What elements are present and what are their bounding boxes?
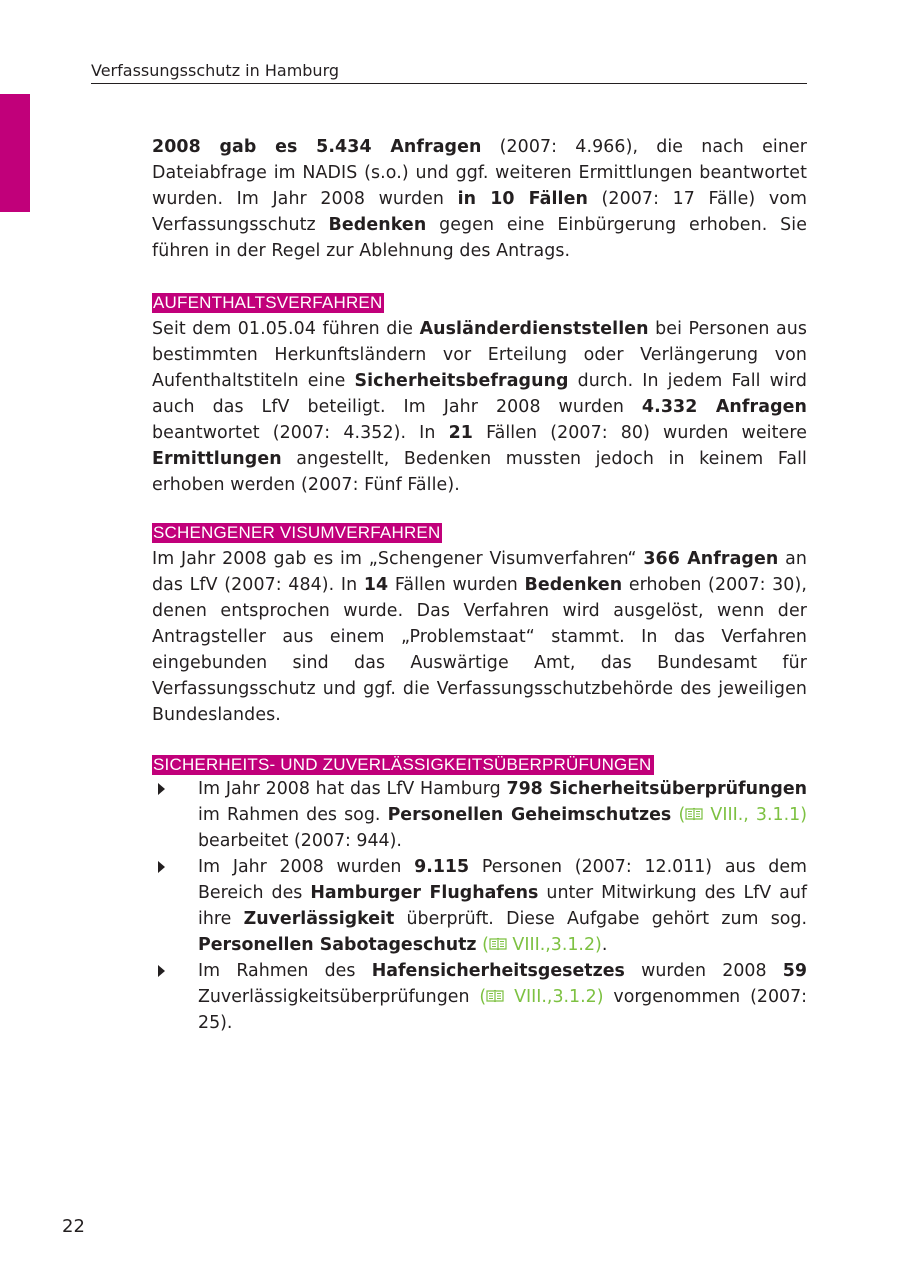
intro-text-2: (2007: 17 Fälle) vom Verfassungsschutz [152, 189, 808, 235]
aufenthalt-text-4: beantwortet (2007: 4.352). In [152, 423, 449, 443]
schengen-bold-3: Bedenken [524, 575, 623, 595]
schengen-bold-2: 14 [363, 575, 389, 595]
book-icon [486, 989, 504, 1003]
item-bold: Personellen Geheimschutzes [387, 805, 672, 825]
item-text: . [601, 935, 608, 955]
item-text: bearbeitet (2007: 944). [198, 831, 402, 851]
section-heading-sicherheit: SICHERHEITS- UND ZUVERLÄSSIGKEITSÜBERPRÜFUNGEN [153, 755, 652, 774]
intro-bold-3: Bedenken [328, 215, 427, 235]
section-heading-aufenthalt: AUFENTHALTSVERFAHREN [153, 293, 383, 312]
page-number: 22 [62, 1216, 85, 1237]
triangle-bullet-icon [158, 783, 165, 795]
item-text: im Rahmen des sog. [198, 805, 388, 825]
item-text: Im Jahr 2008 hat das LfV Hamburg [198, 779, 507, 799]
intro-text-1: (2007: 4.966), die nach einer Dateiabfrage im NADIS (s.o.) und ggf. weiteren Ermittlungen beantwortet wurden. Im Jahr 2008 wurden [152, 137, 807, 209]
book-icon [685, 807, 703, 821]
chapter-color-tab [0, 94, 30, 212]
item-text: Zuverlässigkeitsüberprüfungen [198, 987, 480, 1007]
item-text: wurden 2008 [624, 961, 783, 981]
cross-reference-link[interactable]: ( VIII.,3.1.2) [482, 935, 602, 955]
item-bold: 9.115 [414, 857, 470, 877]
cross-reference-link[interactable]: ( VIII., 3.1.1) [678, 805, 807, 825]
intro-bold-2: in 10 Fällen [457, 189, 588, 209]
triangle-bullet-icon [158, 861, 165, 873]
aufenthalt-bold-4: 21 [448, 423, 474, 443]
list-item [152, 958, 807, 1036]
cross-reference-label: VIII.,3.1.2 [512, 935, 596, 955]
aufenthalt-text-6: angestellt, Bedenken mussten jedoch in keinem Fall erhoben werden (2007: Fünf Fälle). [152, 449, 807, 495]
cross-reference-label: VIII., 3.1.1 [710, 805, 801, 825]
item-text: vorgenommen (2007: 25). [198, 987, 808, 1033]
item-text: Personen (2007: 12.011) aus dem Bereich des [198, 857, 807, 903]
running-header: Verfassungsschutz in Hamburg [91, 60, 807, 84]
schengen-text-3: Fällen wurden [388, 575, 525, 595]
aufenthalt-bold-1: Ausländerdienststellen [419, 319, 649, 339]
aufenthalt-text-5: Fällen (2007: 80) wurden weitere [473, 423, 807, 443]
aufenthalt-text-3: durch. In jedem Fall wird auch das LfV beteiligt. Im Jahr 2008 wurden [152, 371, 807, 417]
section-aufenthalt [152, 290, 807, 498]
schengen-bold-1: 366 Anfragen [643, 549, 779, 569]
triangle-bullet-icon [158, 965, 165, 977]
section-sicherheit-heading-row [152, 752, 807, 778]
aufenthalt-text-1: Seit dem 01.05.04 führen die [152, 319, 420, 339]
book-icon [489, 937, 507, 951]
list-item [152, 776, 807, 854]
item-bold: Hamburger Flughafens [310, 883, 539, 903]
schengen-text-2: an das LfV (2007: 484). In [152, 549, 807, 595]
sicherheit-bullet-list [152, 776, 807, 1036]
item-bold: Hafensicherheitsgesetzes [371, 961, 625, 981]
schengen-text-4: erhoben (2007: 30), denen entsprochen wurde. Das Verfahren wird ausgelöst, wenn der Antragsteller aus einem „Problemstaat“ stammt. In das Verfahren eingebunden sind das Auswärtige Amt, das Bundesamt für Verfassungsschutz und ggf. die Verfassungsschutzbehörde des jeweiligen Bundeslandes. [152, 575, 807, 725]
cross-reference-label: VIII.,3.1.2 [514, 987, 597, 1007]
intro-bold-1: 2008 gab es 5.434 Anfragen [152, 137, 482, 157]
aufenthalt-bold-2: Sicherheitsbefragung [354, 371, 569, 391]
section-heading-schengen: SCHENGENER VISUMVERFAHREN [153, 523, 441, 542]
item-text: unter Mitwirkung des LfV auf ihre [198, 883, 807, 929]
item-bold: Zuverlässigkeit [243, 909, 395, 929]
cross-reference-link[interactable]: ( VIII.,3.1.2) [479, 987, 604, 1007]
item-text: Im Jahr 2008 wurden [198, 857, 415, 877]
section-schengen [152, 520, 807, 728]
schengen-text-1: Im Jahr 2008 gab es im „Schengener Visumverfahren“ [152, 549, 644, 569]
list-item [152, 854, 807, 958]
aufenthalt-text-2: bei Personen aus bestimmten Herkunftsländern vor Erteilung oder Verlängerung von Aufenthaltstiteln eine [152, 319, 807, 391]
item-bold: 798 Sicherheitsüberprüfungen [506, 779, 808, 799]
intro-text-3: gegen eine Einbürgerung erhoben. Sie führen in der Regel zur Ablehnung des Antrags. [152, 215, 807, 261]
item-text: überprüft. Diese Aufgabe gehört zum sog. [394, 909, 807, 929]
intro-paragraph [152, 134, 807, 264]
item-text: Im Rahmen des [198, 961, 372, 981]
item-bold: 59 [782, 961, 807, 981]
aufenthalt-bold-5: Ermittlungen [152, 449, 282, 469]
aufenthalt-bold-3: 4.332 Anfragen [641, 397, 807, 417]
item-bold: Personellen Sabotageschutz [198, 935, 477, 955]
